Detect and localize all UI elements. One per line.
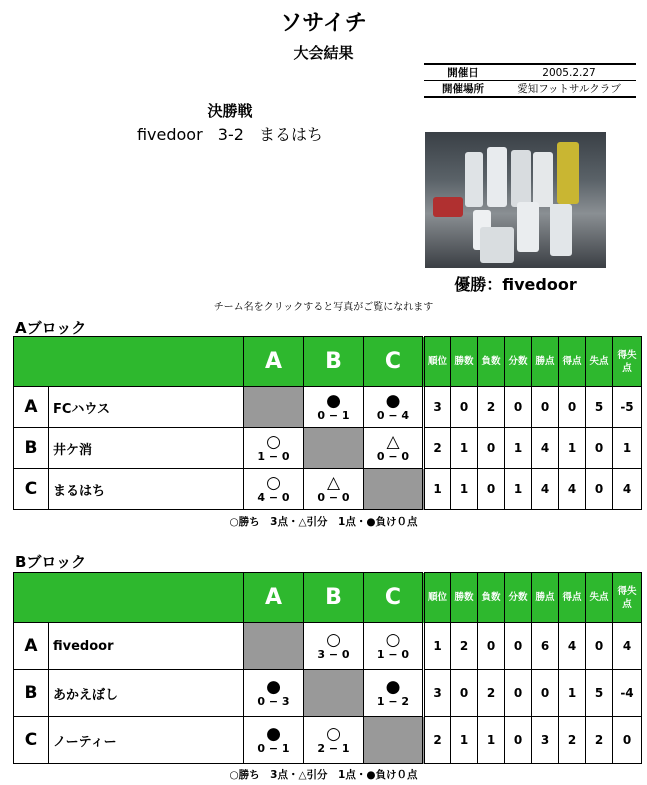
- stat-losses: 0: [478, 623, 505, 670]
- match-cell: △ 0 − 0: [304, 469, 364, 510]
- stat-wins: 1: [451, 469, 478, 510]
- final-score: 3-2: [217, 125, 244, 144]
- stat-header-losses: 負数: [478, 573, 505, 623]
- team-name-link[interactable]: あかえぼし: [49, 670, 244, 717]
- self-match-cell: [304, 670, 364, 717]
- col-header-a: A: [244, 573, 304, 623]
- match-cell: ○ 1 − 0: [244, 428, 304, 469]
- stat-goals-against: 0: [586, 428, 613, 469]
- final-match-label: 決勝戦: [207, 102, 253, 120]
- block-a-legend: ○勝ち 3点・△引分 1点・●負け０点: [229, 516, 418, 528]
- match-cell: ● 0 − 4: [364, 387, 424, 428]
- stat-header-draws: 分数: [505, 337, 532, 387]
- table-row: [14, 387, 642, 428]
- stat-points: 0: [532, 387, 559, 428]
- stat-header-wins: 勝数: [451, 337, 478, 387]
- stat-wins: 0: [451, 670, 478, 717]
- stat-points: 4: [532, 469, 559, 510]
- row-label: C: [14, 717, 49, 764]
- stat-goals-for: 1: [559, 670, 586, 717]
- stat-goals-against: 0: [586, 623, 613, 670]
- stat-header-rank: 順位: [424, 573, 451, 623]
- stat-header-goals-for: 得点: [559, 573, 586, 623]
- match-cell: ● 0 − 3: [244, 670, 304, 717]
- stat-goals-for: 4: [559, 469, 586, 510]
- self-match-cell: [244, 623, 304, 670]
- page-subtitle: 大会結果: [293, 44, 354, 62]
- stat-goal-diff: 4: [613, 469, 642, 510]
- col-header-c: C: [364, 337, 424, 387]
- stat-draws: 1: [505, 469, 532, 510]
- block-a-title: Aブロック: [15, 319, 87, 337]
- info-row-venue: [424, 81, 636, 98]
- table-header-row: [14, 573, 642, 623]
- block-b-title: Bブロック: [15, 553, 87, 571]
- block-b-table: [13, 572, 642, 764]
- stat-goal-diff: -4: [613, 670, 642, 717]
- stat-header-goals-for: 得点: [559, 337, 586, 387]
- block-b-legend: ○勝ち 3点・△引分 1点・●負け０点: [229, 769, 418, 781]
- col-header-b: B: [304, 337, 364, 387]
- info-label: 開催場所: [424, 81, 502, 98]
- stat-draws: 0: [505, 623, 532, 670]
- stat-goals-against: 2: [586, 717, 613, 764]
- block-a-table: [13, 336, 642, 510]
- match-cell: ● 1 − 2: [364, 670, 424, 717]
- winner-team-photo: [425, 132, 606, 268]
- info-label: 開催日: [424, 64, 502, 81]
- stat-goals-for: 4: [559, 623, 586, 670]
- page-title: ソサイチ: [280, 11, 367, 36]
- stat-losses: 2: [478, 670, 505, 717]
- stat-header-points: 勝点: [532, 573, 559, 623]
- self-match-cell: [244, 387, 304, 428]
- stat-goals-for: 2: [559, 717, 586, 764]
- match-cell: ○ 1 − 0: [364, 623, 424, 670]
- stat-goals-for: 0: [559, 387, 586, 428]
- header-blank: [14, 337, 244, 387]
- match-cell: ○ 2 − 1: [304, 717, 364, 764]
- final-match-result: [80, 122, 380, 145]
- stat-header-goals-against: 失点: [586, 573, 613, 623]
- self-match-cell: [304, 428, 364, 469]
- stat-losses: 1: [478, 717, 505, 764]
- stat-rank: 3: [424, 670, 451, 717]
- stat-header-goal-diff: 得失点: [613, 337, 642, 387]
- stat-goals-for: 1: [559, 428, 586, 469]
- stat-goal-diff: -5: [613, 387, 642, 428]
- winner-label: 優勝：fivedoor: [454, 275, 577, 294]
- col-header-b: B: [304, 573, 364, 623]
- photo-click-note: チーム名をクリックすると写真がご覧になれます: [213, 302, 434, 313]
- stat-header-goals-against: 失点: [586, 337, 613, 387]
- table-row: [14, 717, 642, 764]
- stat-points: 6: [532, 623, 559, 670]
- stat-draws: 0: [505, 717, 532, 764]
- stat-goals-against: 5: [586, 670, 613, 717]
- stat-goal-diff: 1: [613, 428, 642, 469]
- stat-wins: 2: [451, 623, 478, 670]
- match-cell: ● 0 − 1: [244, 717, 304, 764]
- info-row-date: [424, 64, 636, 81]
- table-header-row: [14, 337, 642, 387]
- col-header-a: A: [244, 337, 304, 387]
- stat-rank: 2: [424, 717, 451, 764]
- stat-rank: 3: [424, 387, 451, 428]
- final-team1: fivedoor: [136, 125, 203, 144]
- table-row: [14, 469, 642, 510]
- row-label: B: [14, 670, 49, 717]
- stat-rank: 1: [424, 469, 451, 510]
- stat-points: 0: [532, 670, 559, 717]
- self-match-cell: [364, 469, 424, 510]
- self-match-cell: [364, 717, 424, 764]
- table-row: [14, 670, 642, 717]
- team-name-link[interactable]: ノーティー: [49, 717, 244, 764]
- row-label: A: [14, 623, 49, 670]
- stat-rank: 1: [424, 623, 451, 670]
- stat-header-rank: 順位: [424, 337, 451, 387]
- info-value: 2005.2.27: [502, 64, 636, 81]
- match-cell: ● 0 − 1: [304, 387, 364, 428]
- stat-wins: 1: [451, 717, 478, 764]
- stat-goal-diff: 0: [613, 717, 642, 764]
- row-label: B: [14, 428, 49, 469]
- stat-rank: 2: [424, 428, 451, 469]
- stat-header-points: 勝点: [532, 337, 559, 387]
- match-cell: ○ 4 − 0: [244, 469, 304, 510]
- match-cell: ○ 3 − 0: [304, 623, 364, 670]
- stat-draws: 1: [505, 428, 532, 469]
- stat-header-losses: 負数: [478, 337, 505, 387]
- event-info-table: [424, 63, 636, 98]
- row-label: A: [14, 387, 49, 428]
- stat-goals-against: 5: [586, 387, 613, 428]
- stat-draws: 0: [505, 387, 532, 428]
- stat-points: 4: [532, 428, 559, 469]
- final-team2: まるはち: [259, 125, 324, 144]
- row-label: C: [14, 469, 49, 510]
- team-name-link[interactable]: FCハウス: [49, 387, 244, 428]
- team-name-link[interactable]: まるはち: [49, 469, 244, 510]
- stat-losses: 0: [478, 428, 505, 469]
- team-name-link[interactable]: 井ケ消: [49, 428, 244, 469]
- stat-draws: 0: [505, 670, 532, 717]
- info-value: 愛知フットサルクラブ: [502, 81, 636, 98]
- stat-header-draws: 分数: [505, 573, 532, 623]
- table-row: [14, 623, 642, 670]
- stat-goals-against: 0: [586, 469, 613, 510]
- header-blank: [14, 573, 244, 623]
- stat-header-goal-diff: 得失点: [613, 573, 642, 623]
- stat-losses: 2: [478, 387, 505, 428]
- stat-losses: 0: [478, 469, 505, 510]
- stat-points: 3: [532, 717, 559, 764]
- stat-goal-diff: 4: [613, 623, 642, 670]
- stat-wins: 0: [451, 387, 478, 428]
- col-header-c: C: [364, 573, 424, 623]
- stat-wins: 1: [451, 428, 478, 469]
- stat-header-wins: 勝数: [451, 573, 478, 623]
- team-name-link[interactable]: fivedoor: [49, 623, 244, 670]
- table-row: [14, 428, 642, 469]
- match-cell: △ 0 − 0: [364, 428, 424, 469]
